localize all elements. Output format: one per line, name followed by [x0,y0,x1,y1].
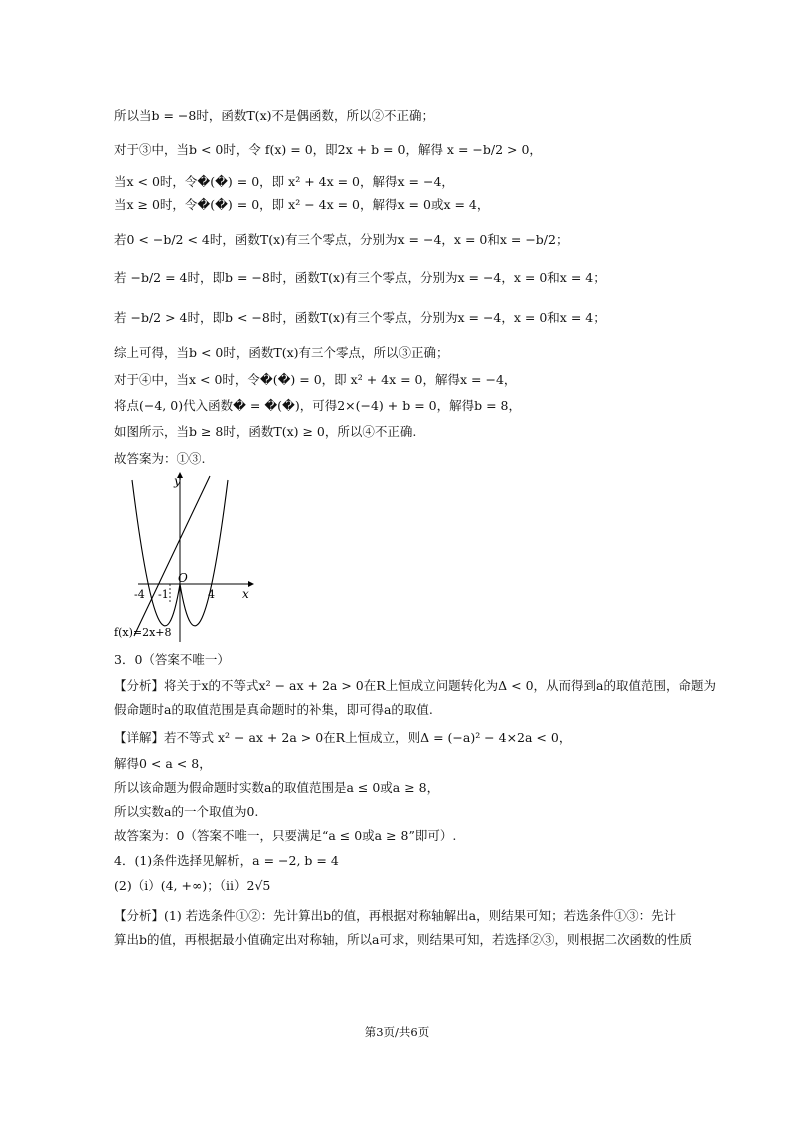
text-line: 故答案为：0（答案不唯一，只要满足“a ≤ 0或a ≥ 8”即可）. [114,828,457,843]
line-f [134,476,210,636]
text-line: 故答案为：①③. [114,451,206,466]
tick-label: -1 [158,588,169,601]
text-line: 【分析】将关于x的不等式x² − ax + 2a > 0在R上恒成立问题转化为Δ < 0，从而得到a的取值范围，命题为 [114,678,716,693]
text-line: 当x < 0时，令�(�) = 0，即 x² + 4x = 0，解得x = −4， [114,174,454,189]
text-line: 所以实数a的一个取值为0. [114,804,259,819]
text-line: 对于④中，当x < 0时，令�(�) = 0，即 x² + 4x = 0，解得x = −4， [114,372,517,387]
text-line: 算出b的值，再根据最小值确定出对称轴，所以a可求，则结果可知，若选择②③，则根据二次函数的性质 [114,932,692,947]
text-line: 若 −b/2 > 4时，即b < −8时，函数T(x)有三个零点，分别为x = −4，x = 0和x = 4； [114,310,606,325]
text-line: 对于③中，当b < 0时，令 f(x) = 0，即2x + b = 0，解得 x = −b/2 > 0， [114,142,542,157]
x-axis-arrow [248,581,254,587]
text-line: 所以该命题为假命题时实数a的取值范围是a ≤ 0或a ≥ 8， [114,780,440,795]
origin-label: O [178,571,188,585]
function-label: f(x)=2x+8 [114,626,172,639]
text-line: 4．(1)条件选择见解析，a = −2, b = 4 [114,853,339,868]
text-line: 将点(−4, 0)代入函数� = �(�)，可得2×(−4) + b = 0，解得b = 8， [114,398,521,413]
text-line: 若 −b/2 = 4时，即b = −8时，函数T(x)有三个零点，分别为x = −4，x = 0和x = 4； [114,270,606,285]
tick-label: -4 [134,588,145,601]
text-line: 假命题时a的取值范围是真命题时的补集，即可得a的取值. [114,702,433,717]
text-line: 若0 < −b/2 < 4时，函数T(x)有三个零点，分别为x = −4，x = 0和x = −b/2； [114,232,569,247]
page-number: 第3页/共6页 [364,1025,430,1039]
text-line: 综上可得，当b < 0时，函数T(x)有三个零点，所以③正确； [114,345,449,360]
text-line: 所以当b = −8时，函数T(x)不是偶函数，所以②不正确； [114,108,434,123]
text-line: 当x ≥ 0时，令�(�) = 0，即 x² − 4x = 0，解得x = 0或x = 4， [114,197,490,212]
text-line: (2)（i）(4, +∞)；（ii）2√5 [114,878,271,893]
text-line: 如图所示，当b ≥ 8时，函数T(x) ≥ 0，所以④不正确. [114,424,417,439]
text-line: 3．0（答案不唯一） [114,652,230,667]
x-label: x [242,587,249,601]
y-label: y [174,474,181,488]
graph-svg [108,472,258,642]
text-line: 【分析】(1) 若选条件①②：先计算出b的值，再根据对称轴解出a，则结果可知；若选条件①③：先计 [114,908,677,923]
function-graph [108,472,258,646]
tick-label: 4 [208,588,215,601]
text-line: 【详解】若不等式 x² − ax + 2a > 0在R上恒成立，则Δ = (−a)² − 4×2a < 0， [114,730,572,745]
text-line: 解得0 < a < 8， [114,756,212,771]
